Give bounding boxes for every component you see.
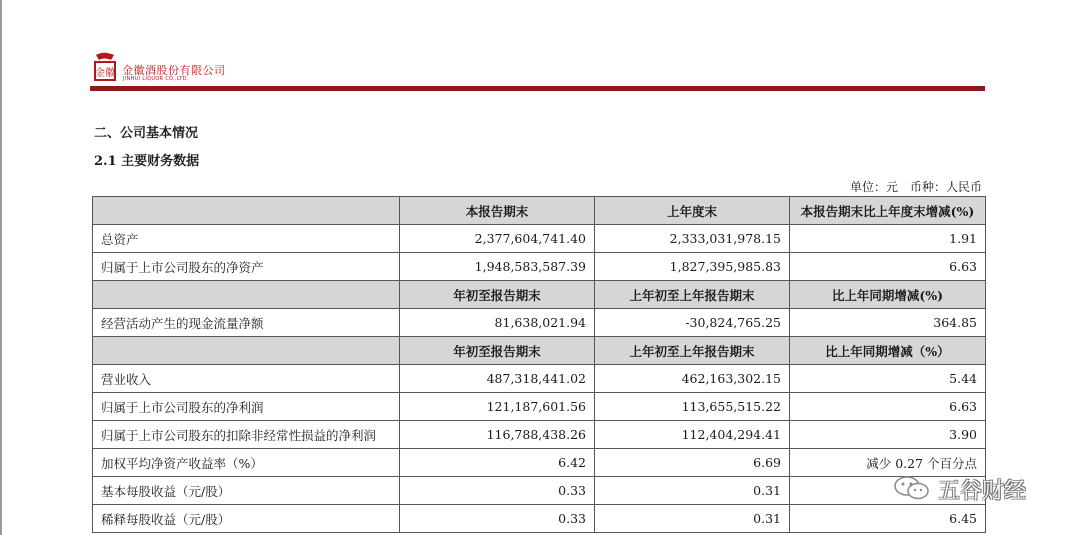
table-header-row (93, 337, 986, 365)
change-cell: 5.44 (790, 365, 986, 393)
row-label: 归属于上市公司股东的净利润 (93, 393, 400, 421)
header-cell (93, 197, 400, 225)
header-cell: 上年度末 (595, 197, 790, 225)
table-row (93, 253, 986, 281)
wechat-icon (892, 474, 932, 502)
table-row (93, 449, 986, 477)
header-cell: 比上年同期增减（%） (790, 337, 986, 365)
company-logo-icon (92, 52, 118, 82)
value-cell: 2,377,604,741.40 (400, 225, 595, 253)
wechat-watermark (892, 470, 1052, 506)
logo-text: 金徽 (95, 68, 115, 79)
table-row (93, 225, 986, 253)
row-label: 归属于上市公司股东的扣除非经常性损益的净利润 (93, 421, 400, 449)
value-cell: 116,788,438.26 (400, 421, 595, 449)
row-label: 稀释每股收益（元/股） (93, 505, 400, 533)
value-cell: 1,948,583,587.39 (400, 253, 595, 281)
change-cell: 6.63 (790, 393, 986, 421)
value-cell: -30,824,765.25 (595, 309, 790, 337)
sub-section-title: 2.1 主要财务数据 (94, 154, 200, 169)
table-row (93, 505, 986, 533)
change-cell: 6.63 (790, 253, 986, 281)
table-row (93, 365, 986, 393)
watermark-text: 五谷财经 (938, 479, 1027, 504)
table-row (93, 477, 986, 505)
header-cell: 上年初至上年报告期末 (595, 337, 790, 365)
change-cell: 1.91 (790, 225, 986, 253)
value-cell: 81,638,021.94 (400, 309, 595, 337)
table-row (93, 393, 986, 421)
unit-currency-note: 单位：元 币种：人民币 (849, 180, 982, 194)
row-label: 总资产 (93, 225, 400, 253)
value-cell: 121,187,601.56 (400, 393, 595, 421)
value-cell: 0.31 (595, 477, 790, 505)
value-cell: 0.33 (400, 477, 595, 505)
header-cell: 上年初至上年报告期末 (595, 281, 790, 309)
row-label: 加权平均净资产收益率（%） (93, 449, 400, 477)
company-name-cn: 金徽酒股份有限公司 (122, 64, 226, 77)
value-cell: 6.69 (595, 449, 790, 477)
page-edge-line (0, 0, 2, 535)
company-name-en: JINHUI LIQUOR CO.,LTD. (123, 76, 189, 82)
financial-data-table (92, 196, 986, 533)
table-header-row (93, 281, 986, 309)
table-row (93, 309, 986, 337)
header-cell: 比上年同期增减(%) (790, 281, 986, 309)
document-header (90, 48, 985, 92)
header-cell (93, 337, 400, 365)
value-cell: 462,163,302.15 (595, 365, 790, 393)
value-cell: 0.33 (400, 505, 595, 533)
change-cell: 364.85 (790, 309, 986, 337)
section-title: 二、公司基本情况 (94, 126, 199, 141)
header-divider-bar (90, 86, 985, 91)
row-label: 基本每股收益（元/股） (93, 477, 400, 505)
value-cell: 487,318,441.02 (400, 365, 595, 393)
header-cell (93, 281, 400, 309)
value-cell: 2,333,031,978.15 (595, 225, 790, 253)
table-header-row (93, 197, 986, 225)
value-cell: 112,404,294.41 (595, 421, 790, 449)
row-label: 经营活动产生的现金流量净额 (93, 309, 400, 337)
header-cell: 年初至报告期末 (400, 281, 595, 309)
table-row (93, 421, 986, 449)
row-label: 归属于上市公司股东的净资产 (93, 253, 400, 281)
value-cell: 6.42 (400, 449, 595, 477)
row-label: 营业收入 (93, 365, 400, 393)
header-cell: 本报告期末 (400, 197, 595, 225)
change-cell: 3.90 (790, 421, 986, 449)
value-cell: 0.31 (595, 505, 790, 533)
change-cell: 减少 0.27 个百分点 (790, 449, 986, 477)
header-cell: 年初至报告期末 (400, 337, 595, 365)
value-cell: 1,827,395,985.83 (595, 253, 790, 281)
header-cell: 本报告期末比上年度末增减(%) (790, 197, 986, 225)
value-cell: 113,655,515.22 (595, 393, 790, 421)
change-cell: 6.45 (790, 505, 986, 533)
